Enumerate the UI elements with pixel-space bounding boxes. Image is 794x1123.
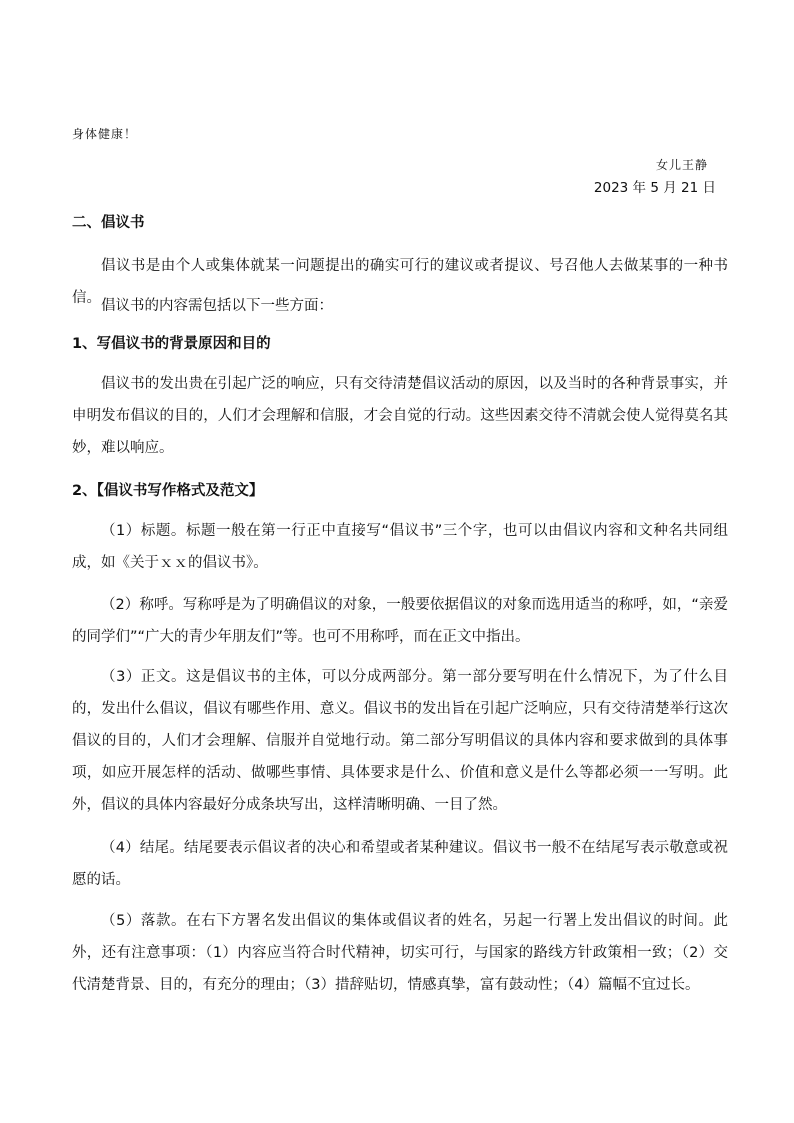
subsection-1-body: 倡议书的发出贵在引起广泛的响应，只有交待清楚倡议活动的原因，以及当时的各种背景事实，并申明发布倡议的目的，人们才会理解和信服，才会自觉的行动。这些因素交待不清就会使人觉得莫名其妙，难以响应。: [72, 376, 728, 456]
intro-paragraph-2: 倡议书的内容需包括以下一些方面：: [101, 298, 333, 314]
letter-date: 2023 年 5 月 21 日: [593, 180, 716, 196]
intro-paragraph-1: 倡议书是由个人或集体就某一问题提出的确实可行的建议或者提议、号召他人去做某事的一种书信。: [72, 258, 728, 306]
format-item-title: （1）标题。标题一般在第一行正中直接写“倡议书”三个字，也可以由倡议内容和文种名共同组成，如《关于ｘｘ的倡议书》。: [72, 523, 728, 571]
format-item-signoff: （5）落款。在右下方署名发出倡议的集体或倡议者的姓名，另起一行署上发出倡议的时间。此外，还有注意事项：（1）内容应当符合时代精神，切实可行，与国家的路线方针政策相一致；（2）交代清楚背景、目的，有充分的理由；（3）措辞贴切，情感真挚，富有鼓动性；（4）篇幅不宜过长。: [72, 913, 728, 993]
format-item-body: （3）正文。这是倡议书的主体，可以分成两部分。第一部分要写明在什么情况下，为了什么目的，发出什么倡议，倡议有哪些作用、意义。倡议书的发出旨在引起广泛响应，只有交待清楚举行这次倡议的目的，人们才会理解、信服并自觉地行动。第二部分写明倡议的具体内容和要求做到的具体事项，如应开展怎样的活动、做哪些事情、具体要求是什么、价值和意义是什么等都必须一一写明。此外，倡议的具体内容最好分成条块写出，这样清晰明确、一目了然。: [72, 669, 728, 813]
subheading-1: 1、写倡议书的背景原因和目的: [72, 336, 271, 352]
section-heading: 二、倡议书: [72, 215, 145, 231]
format-item-ending: （4）结尾。结尾要表示倡议者的决心和希望或者某种建议。倡议书一般不在结尾写表示敬意或祝愿的话。: [72, 840, 728, 888]
letter-closing: 身体健康！: [72, 127, 138, 141]
format-item-salutation: （2）称呼。写称呼是为了明确倡议的对象，一般要依据倡议的对象而选用适当的称呼，如，“亲爱的同学们”“广大的青少年朋友们”等。也可不用称呼，而在正文中指出。: [72, 597, 728, 645]
letter-signature: 女儿王静: [655, 158, 708, 172]
subheading-2: 2、【倡议书写作格式及范文】: [72, 483, 264, 499]
